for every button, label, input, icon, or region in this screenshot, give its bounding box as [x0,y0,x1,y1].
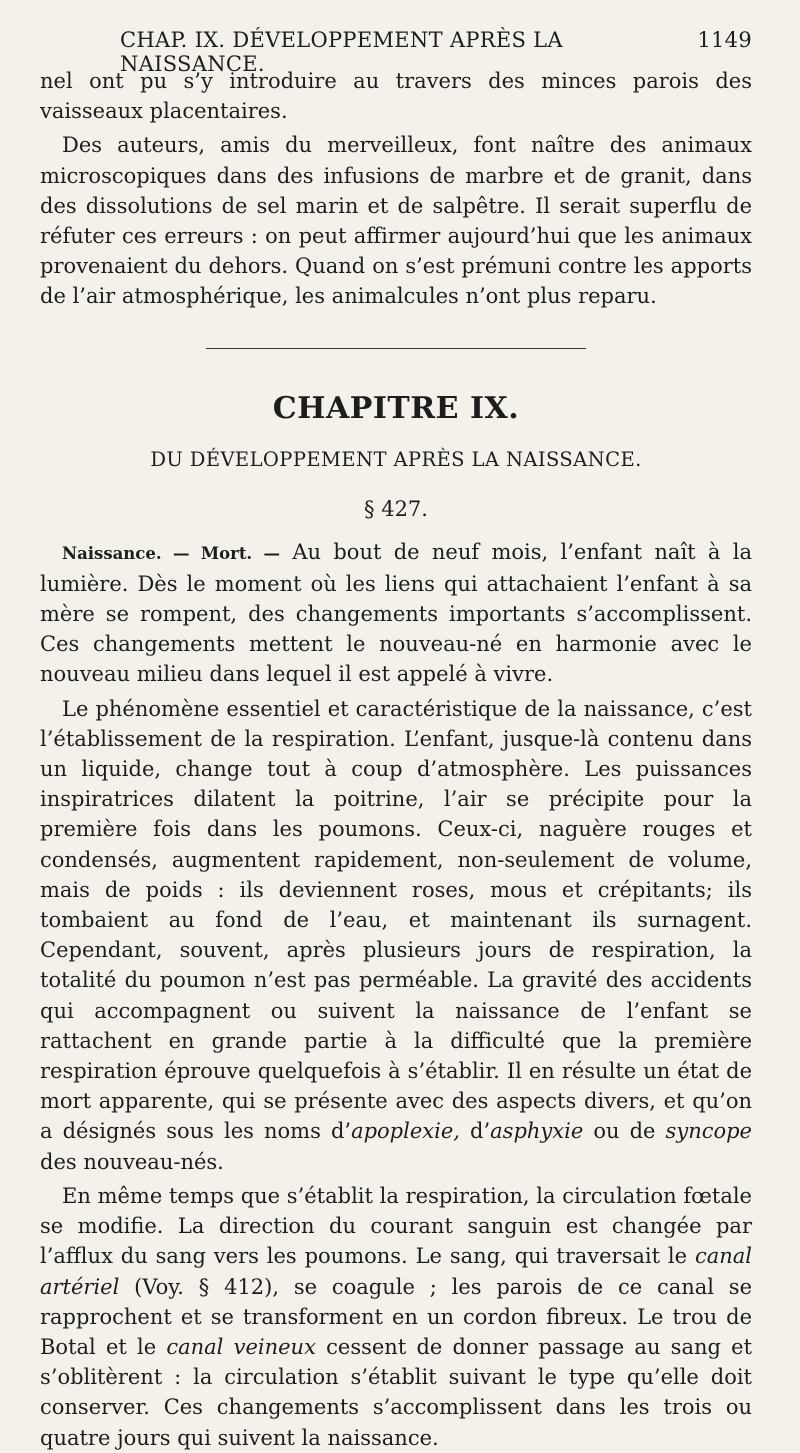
body-paragraph-2 [40,694,752,1177]
paragraph-text: Au bout de neuf mois, l’enfant naît à la lumière. Dès le moment où les liens qui attachaient l’enfant à sa mère se rompent, des changements importants s’accomplissent. Ces changements mettent le nouveau-né en harmonie avec le nouveau milieu dans lequel il est appelé à vivre. [40,539,752,687]
run-in-heading: Naissance. — Mort. — [62,543,281,563]
italic-term: canal veineux [166,1334,316,1359]
italic-term: syncope [665,1119,752,1144]
paragraph-text: (Voy. § 412), se coagule ; les parois de ce canal se rapprochent et se transforment en un cordon fibreux. Le trou de Botal et le [40,1274,752,1359]
body-paragraph-3 [40,1181,752,1453]
running-head [120,28,752,76]
paragraph-text: d’ [459,1119,491,1144]
running-head-title: CHAP. IX. DÉVELOPPEMENT APRÈS LA NAISSANCE. [120,28,563,76]
italic-term: asphyxie [490,1119,584,1144]
intro-paragraph-2: Des auteurs, amis du merveilleux, font naître des animaux microscopiques dans des infusions de marbre et de granit, dans des dissolutions de sel marin et de salpêtre. Il serait superflu de réfuter ces erreurs : on peut affirmer aujourd’hui que les animaux provenaient du dehors. Quand on s’est prémuni contre les apports de l’air atmosphérique, les animalcules n’ont plus reparu. [40,133,752,309]
page-number: 1149 [697,28,752,52]
chapter-subtitle: DU DÉVELOPPEMENT APRÈS LA NAISSANCE. [150,447,642,471]
italic-term: apoplexie, [351,1119,460,1144]
body-paragraph-1 [40,537,752,690]
chapter-title: CHAPITRE IX. [272,390,520,426]
paragraph-text: des nouveau-nés. [40,1149,224,1174]
intro-paragraph-1: nel ont pu s’y introduire au travers des minces parois des vaisseaux placentaires. [40,69,752,124]
paragraph-text: ou de [583,1119,666,1144]
section-divider [206,348,586,349]
italic-term: canal artériel [40,1244,752,1299]
paragraph-text: En même temps que s’établit la respiration, la circulation fœtale se modifie. La direction du courant sanguin est changée par l’afflux du sang vers les poumons. Le sang, qui traversait le [40,1183,752,1269]
section-number: § 427. [364,496,428,521]
paragraph-text: Le phénomène essentiel et caractéristique de la naissance, c’est l’établissement de la respiration. L’enfant, jusque-là contenu dans un liquide, change tout à coup d’atmosphère. Les puissances inspiratrices dilatent la poitrine, l’air se précipite pour la première fois dans les poumons. Ceux-ci, naguère rouges et condensés, augmentent rapidement, non-seulement de volume, mais de poids : ils deviennent roses, mous et crépitants; ils tombaient au fond de l’eau, et maintenant ils surnagent. Cependant, souvent, après plusieurs jours de respiration, la totalité du poumon n’est pas perméable. La gravité des accidents qui accompagnent ou suivent la naissance de l’enfant se rattachent en grande partie à la difficulté que la première respiration éprouve quelquefois à s’établir. Il en résulte un état de mort apparente, qui se présente avec des aspects divers, et qu’on a désignés sous les noms d’ [40,696,752,1144]
paragraph-text: cessent de donner passage au sang et s’oblitèrent : la circulation s’établit suivant le type qu’elle doit conserver. Ces changements s’accomplissent dans les trois ou quatre jours qui suivent la naissance. [40,1334,753,1450]
